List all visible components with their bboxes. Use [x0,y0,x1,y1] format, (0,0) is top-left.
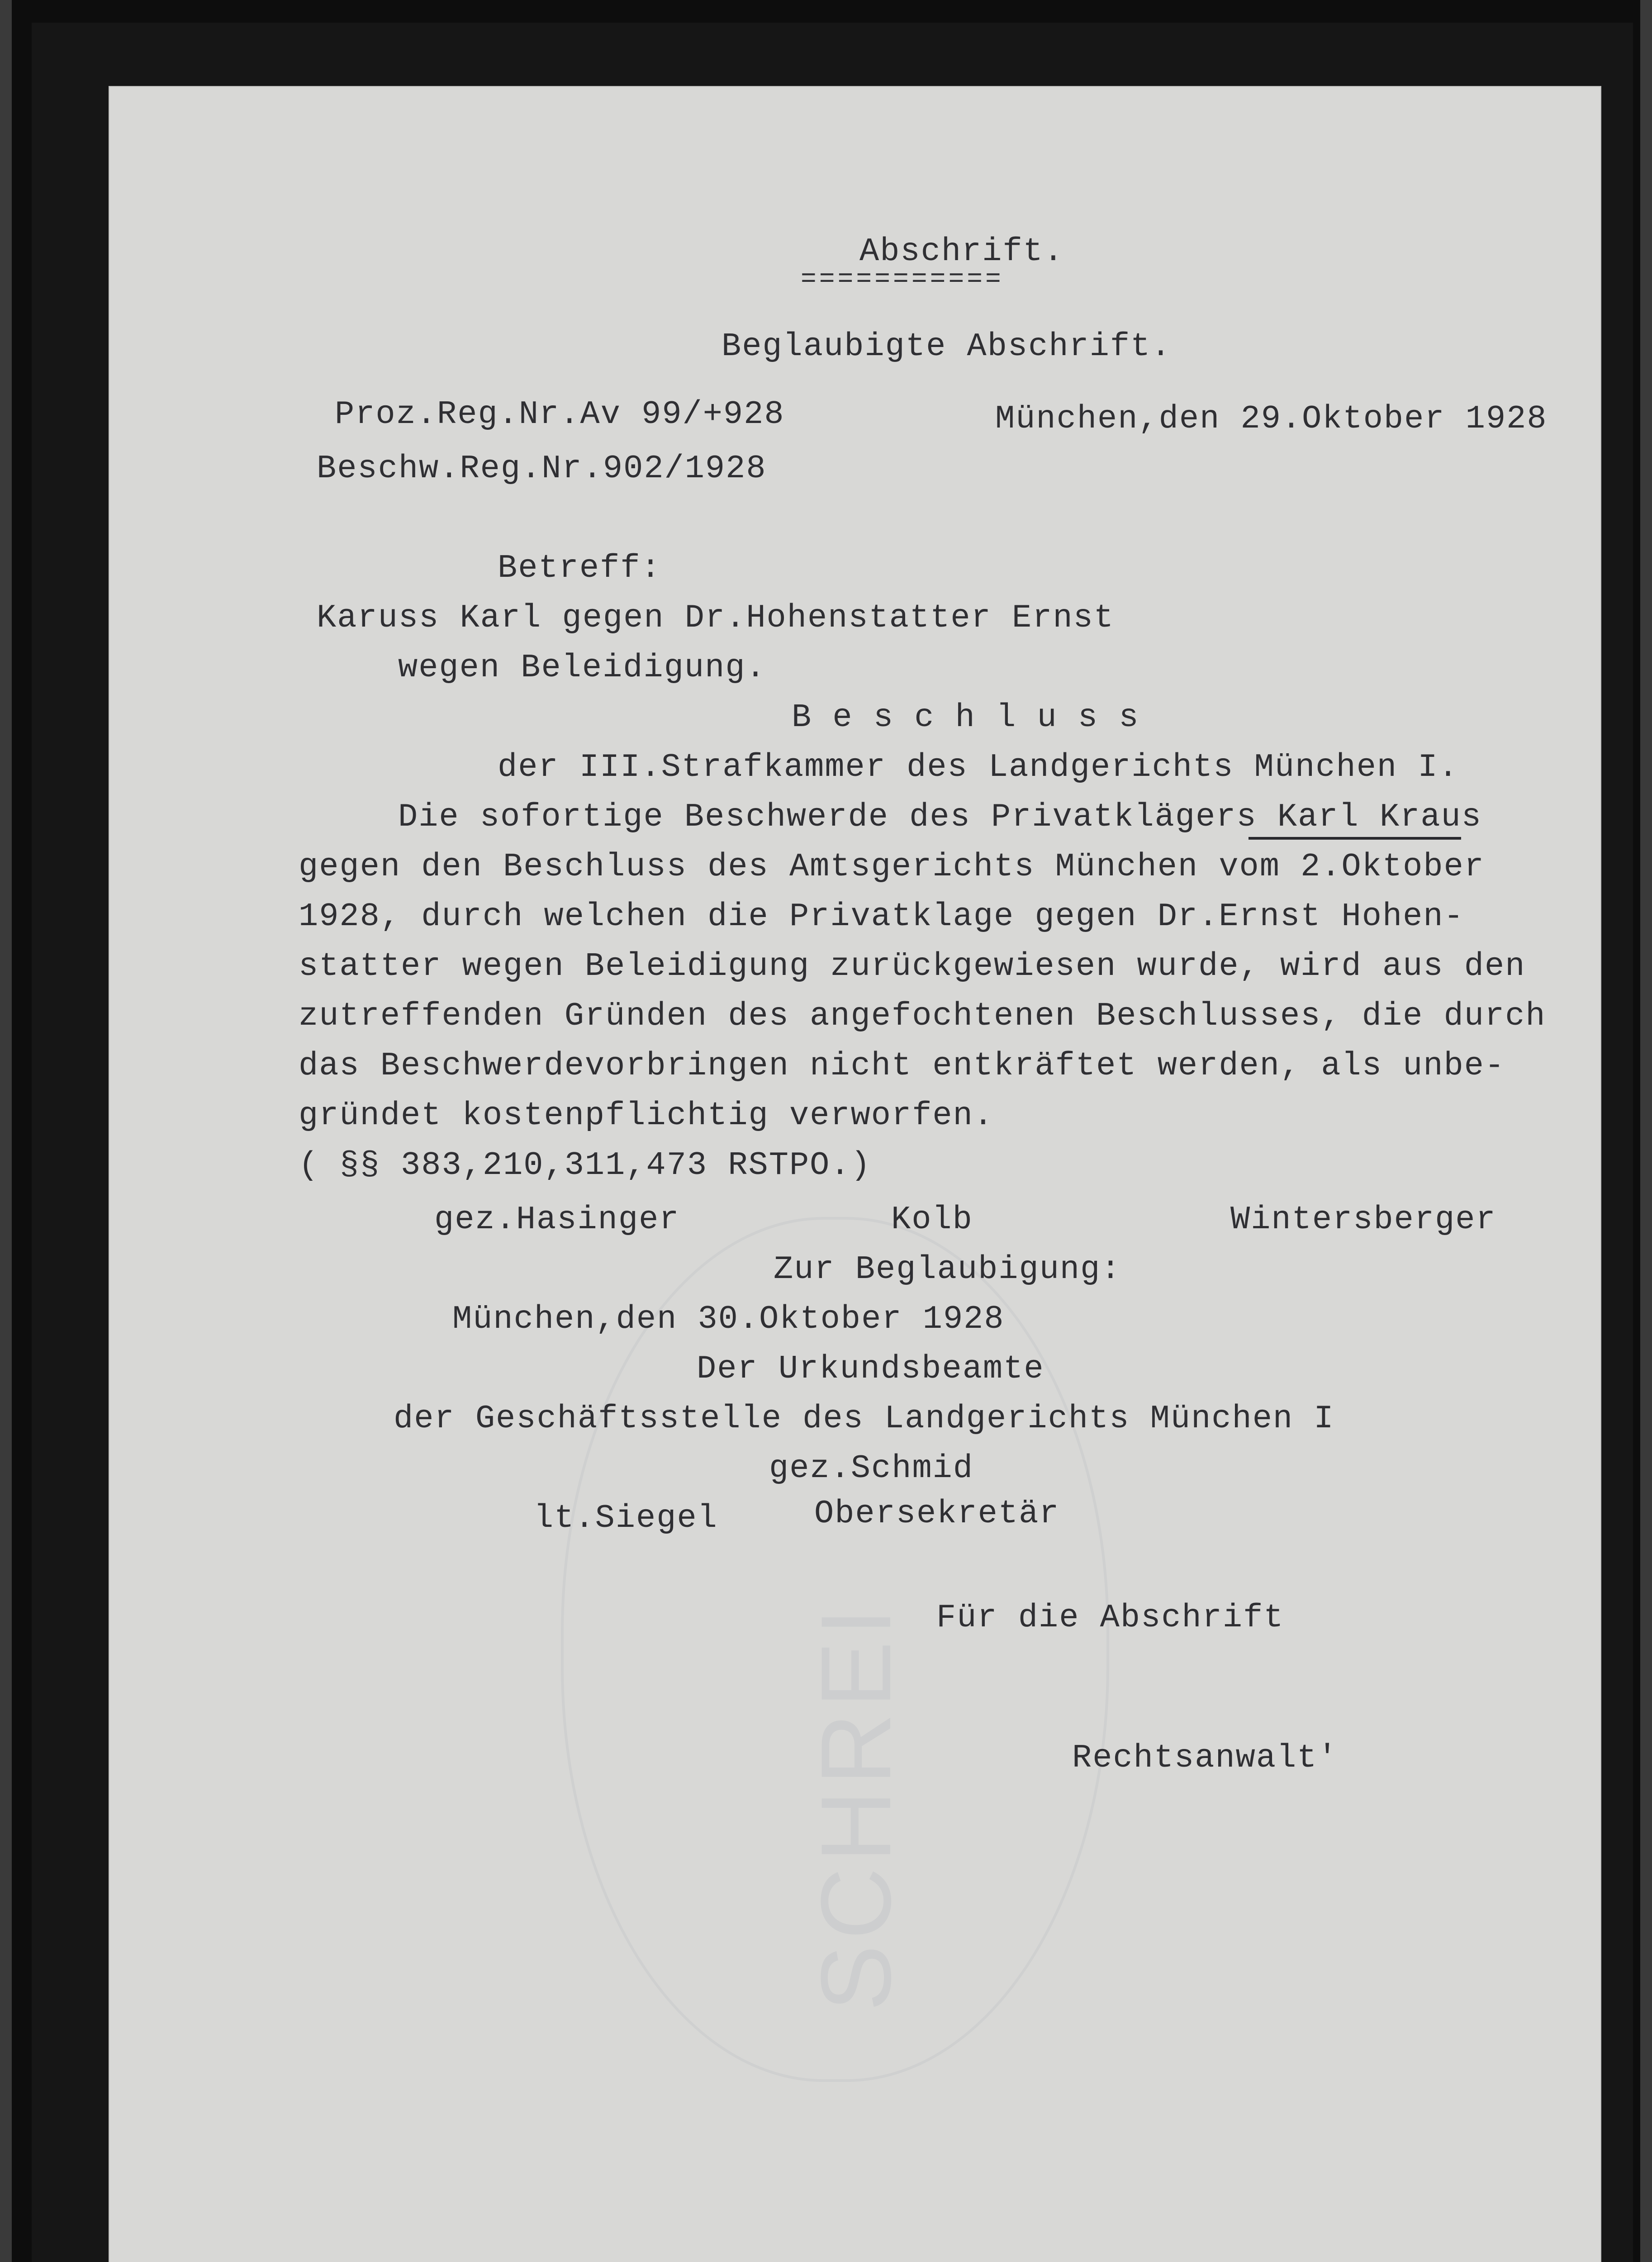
subheading: Beglaubigte Abschrift. [722,328,1172,365]
signer-kolb: Kolb [891,1201,973,1238]
signer-hasinger: gez.Hasinger [434,1201,680,1238]
subject-line-1: Karuss Karl gegen Dr.Hohenstatter Ernst [317,599,1115,637]
left-border [0,0,12,2262]
subject-line-2: wegen Beleidigung. [398,649,766,686]
seal-note: lt.Siegel [534,1500,718,1537]
attorney: Rechtsanwalt' [1072,1739,1338,1777]
court-line: der III.Strafkammer des Landgerichts München I. [498,749,1459,786]
body-line-4: statter wegen Beleidigung zurückgewiesen wurde, wird aus den [299,948,1526,985]
date-line: München,den 29.Oktober 1928 [995,400,1548,437]
stamp-text: SCHREI [800,1602,911,2011]
complaint-number: Beschw.Reg.Nr.902/1928 [317,450,767,487]
official-line-1: Der Urkundsbeamte [697,1350,1044,1388]
official-line-2: der Geschäftsstelle des Landgerichts München I [394,1400,1334,1437]
body-line-3: 1928, durch welchen die Privatklage gegen Dr.Ernst Hohen- [299,898,1464,935]
heading-rule: =========== [801,265,1004,295]
statutes: ( §§ 383,210,311,473 RSTPO.) [299,1147,871,1184]
subject-label: Betreff: [498,550,661,587]
right-border [1640,0,1652,2262]
name-underline [1248,837,1461,840]
certification-date: München,den 30.Oktober 1928 [452,1301,1005,1338]
official-title: Obersekretär [814,1495,1060,1532]
reg-number: Proz.Reg.Nr.Av 99/+928 [335,396,785,433]
body-line-1: Die sofortige Beschwerde des Privatklägers Karl Kraus [398,798,1482,836]
certification-label: Zur Beglaubigung: [774,1251,1121,1288]
signer-wintersberger: Wintersberger [1230,1201,1496,1238]
official-signature: gez.Schmid [769,1450,974,1487]
body-line-6: das Beschwerdevorbringen nicht entkräftet werden, als unbe- [299,1047,1505,1084]
body-line-5: zutreffenden Gründen des angefochtenen Beschlusses, die durch [299,998,1546,1035]
copy-note: Für die Abschrift [936,1599,1284,1636]
document-page [109,86,1601,2262]
body-line-7: gründet kostenpflichtig verworfen. [299,1097,994,1134]
decision-title: B e s c h l u s s [792,699,1139,736]
faded-stamp [561,1217,1109,2082]
heading: Abschrift. [859,233,1064,270]
body-line-2: gegen den Beschluss des Amtsgerichts München vom 2.Oktober [299,848,1485,885]
